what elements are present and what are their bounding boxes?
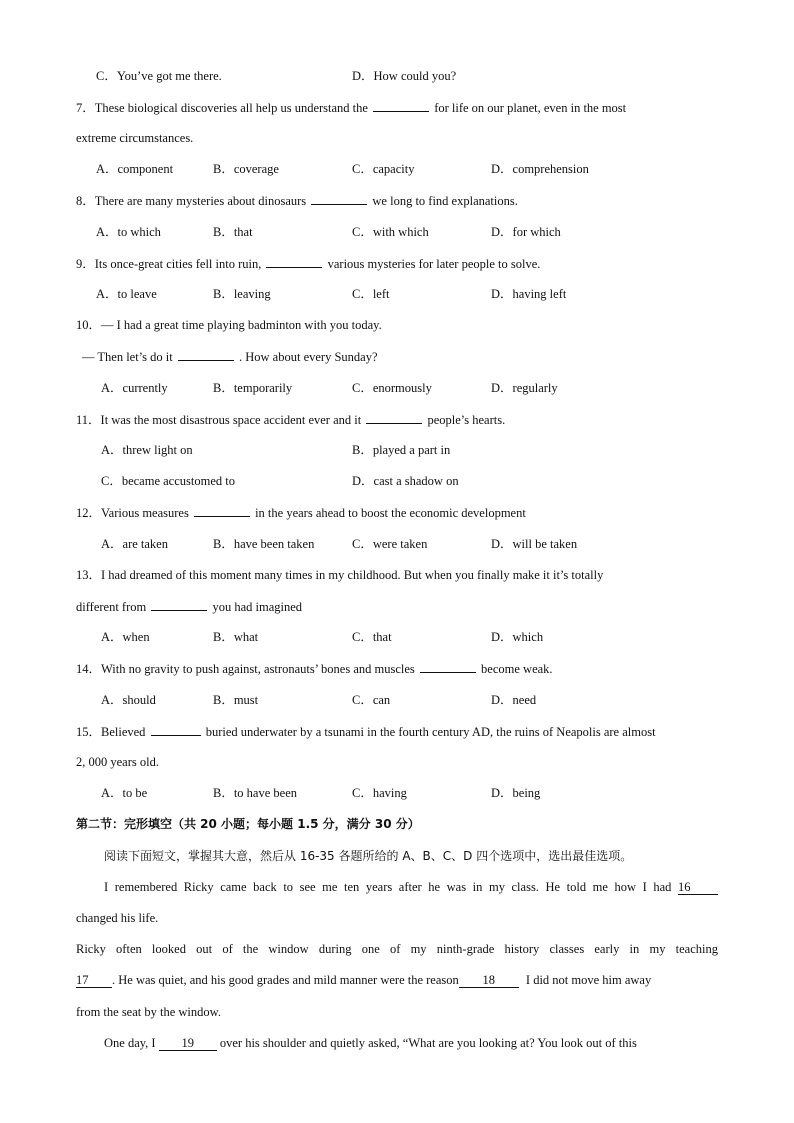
question-15 [76,723,656,740]
q11-blank [366,411,422,424]
blank-17: 17 [76,974,112,988]
q14-blank [420,660,476,673]
q9-option-d: D．having left [491,287,567,301]
q7-option-a: A．component [96,162,174,176]
q7-stem-post: for life on our planet, even in the most [434,101,627,115]
q11-option-c: C．became accustomed to [101,474,235,488]
question-10: 10．— I had a great time playing badminton with you today. [76,318,382,332]
q8-stem-post: we long to find explanations. [372,194,518,208]
question-8 [76,192,518,209]
q7-option-c: C．capacity [352,162,415,176]
q9-option-a: A．to leave [96,287,157,301]
passage-p3-line1 [104,1035,637,1051]
q15-blank [151,723,201,736]
question-9 [76,255,540,272]
q14-stem-pre: 14．With no gravity to push against, astronauts’ bones and muscles [76,662,415,676]
question-13: 13．I had dreamed of this moment many times in my childhood. But when you finally make it it’s totally [76,568,604,582]
q10-reply [82,348,378,365]
q10-stem-pre: — Then let’s do it [82,350,173,364]
passage-p3-text-cont: over his shoulder and quietly asked, “What are you looking at? You look out of this [219,1036,637,1050]
q14-option-c: C．can [352,693,391,707]
q9-stem-pre: 9．Its once-great cities fell into ruin, [76,257,262,271]
question-12 [76,504,526,521]
q12-option-b: B．have been taken [213,537,315,551]
q14-option-a: A．should [101,693,156,707]
q7-option-b: B．coverage [213,162,279,176]
q13-blank [151,598,207,611]
section-2-instruction: 阅读下面短文，掌握其大意，然后从 16-35 各题所给的 A、B、C、D 四个选项中，选出最佳选项。 [104,849,633,863]
passage-p1-line1 [76,879,718,895]
q12-option-c: C．were taken [352,537,428,551]
q13-option-c: C．that [352,630,392,644]
q14-stem-post: become weak. [481,662,553,676]
passage-p1-text: I remembered Ricky came back to see me ten years after he was in my class. He told me how I had [104,880,672,894]
q12-stem-post: in the years ahead to boost the economic development [255,506,526,520]
q8-blank [311,192,367,205]
q6-option-c: C．You’ve got me there. [96,69,222,83]
q7-stem-pre: 7．These biological discoveries all help us understand the [76,101,368,115]
q13-stem-post: you had imagined [212,600,303,614]
q13-stem-pre: different from [76,600,147,614]
q9-blank [266,255,322,268]
q10-option-c: C．enormously [352,381,432,395]
q15-option-a: A．to be [101,786,148,800]
q14-option-b: B．must [213,693,259,707]
q11-stem-post: people’s hearts. [427,413,506,427]
section-2-heading: 第二节：完形填空（共 20 小题；每小题 1.5 分，满分 30 分） [76,817,420,831]
q10-option-d: D．regularly [491,381,558,395]
q15-stem-post: buried underwater by a tsunami in the fourth century AD, the ruins of Neapolis are almost [205,725,656,739]
q9-option-b: B．leaving [213,287,271,301]
q7-blank [373,99,429,112]
passage-p2-line3: from the seat by the window. [76,1005,221,1019]
passage-p2-line1: Ricky often looked out of the window during one of my ninth-grade history classes early in my teaching [76,942,718,956]
blank-19: 19 [159,1037,217,1051]
q7-stem-cont: extreme circumstances. [76,131,194,145]
passage-p1-line2: changed his life. [76,911,159,925]
question-11 [76,411,505,428]
q13-option-d: D．which [491,630,544,644]
q10-blank [178,348,234,361]
passage-p3-text: One day, I [104,1036,156,1050]
q12-stem-pre: 12．Various measures [76,506,189,520]
q10-option-b: B．temporarily [213,381,293,395]
q9-stem-post: various mysteries for later people to solve. [327,257,541,271]
q12-option-d: D．will be taken [491,537,578,551]
q11-option-a: A．threw light on [101,443,193,457]
q13-option-a: A．when [101,630,150,644]
q13-stem-cont [76,598,302,615]
q8-option-c: C．with which [352,225,429,239]
passage-p2-line2 [76,972,718,988]
question-14 [76,660,553,677]
q14-option-d: D．need [491,693,537,707]
q11-option-b: B．played a part in [352,443,451,457]
q8-option-d: D．for which [491,225,561,239]
q15-stem-pre: 15．Believed [76,725,146,739]
q15-option-b: B．to have been [213,786,298,800]
q12-option-a: A．are taken [101,537,168,551]
q6-option-d: D．How could you? [352,69,457,83]
q15-option-d: D．being [491,786,541,800]
blank-16: 16 [678,881,718,895]
q7-option-d: D．comprehension [491,162,589,176]
q15-stem-cont: 2, 000 years old. [76,755,159,769]
q15-option-c: C．having [352,786,407,800]
passage-p2-text: . He was quiet, and his good grades and mild manner were the reason [112,973,459,987]
q10-option-a: A．currently [101,381,168,395]
q12-blank [194,504,250,517]
q13-option-b: B．what [213,630,259,644]
q9-option-c: C．left [352,287,390,301]
q8-option-b: B．that [213,225,253,239]
question-7 [76,99,626,116]
q10-stem-post: . How about every Sunday? [239,350,378,364]
blank-18: 18 [459,974,519,988]
q8-option-a: A．to which [96,225,161,239]
q11-stem-pre: 11．It was the most disastrous space accident ever and it [76,413,362,427]
q11-option-d: D．cast a shadow on [352,474,459,488]
passage-p2-text-cont: I did not move him away [525,973,652,987]
q8-stem-pre: 8．There are many mysteries about dinosaurs [76,194,307,208]
